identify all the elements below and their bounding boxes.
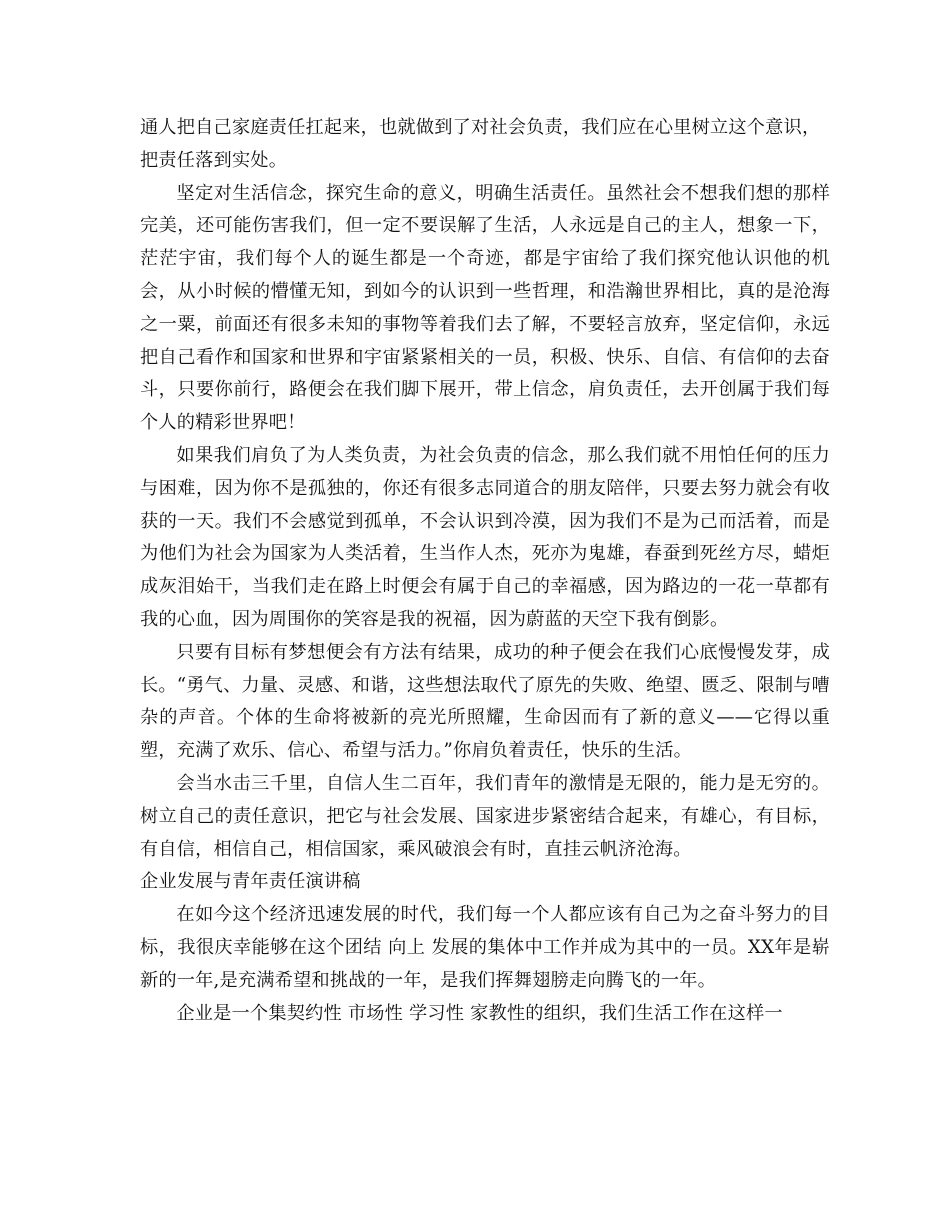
paragraph-goals-dreams: 只要有目标有梦想便会有方法有结果，成功的种子便会在我们心底慢慢发芽，成长。“勇气、力量、灵感、和谐，这些想法取代了原先的失败、绝望、匮乏、限制与嘈杂的声音。个体的生命将被新的亮光所照耀，生命因而有了新的意义——它得以重塑，充满了欢乐、信心、希望与活力。”你肩负着责任，快乐的生活。 xyxy=(140,641,830,762)
paragraph-responsibility-belief: 如果我们肩负了为人类负责，为社会负责的信念，那么我们就不用怕任何的压力与困难，因为你不是孤独的，你还有很多志同道合的朋友陪伴，只要去努力就会有收获的一天。我们不会感觉到孤单，不会认识到冷漠，因为我们不是为己而活着，而是为他们为社会为国家为人类活着，生当作人杰，死亦为鬼雄，春蚕到死丝方尽，蜡炬成灰泪始干，当我们走在路上时便会有属于自己的幸福感，因为路边的一花一草都有我的心血，因为周围你的笑容是我的祝福，因为蔚蓝的天空下我有倒影。 xyxy=(140,444,830,630)
document-body xyxy=(140,112,830,1030)
paragraph-era-goals: 在如今这个经济迅速发展的时代，我们每一个人都应该有自己为之奋斗努力的目标，我很庆幸能够在这个团结 向上 发展的集体中工作并成为其中的一员。XX年是崭新的一年,是充满希望和挑战的一年，是我们挥舞翅膀走向腾飞的一年。 xyxy=(140,904,830,991)
paragraph-continuation: 通人把自己家庭责任扛起来，也就做到了对社会负责，我们应在心里树立这个意识，把责任落到实处。 xyxy=(140,117,821,171)
section-title: 企业发展与青年责任演讲稿 xyxy=(140,871,361,893)
paragraph-enterprise: 企业是一个集契约性 市场性 学习性 家教性的组织，我们生活工作在这样一 xyxy=(176,1002,783,1024)
paragraph-life-belief: 坚定对生活信念，探究生命的意义，明确生活责任。虽然社会不想我们想的那样完美，还可能伤害我们，但一定不要误解了生活，人永远是自己的主人，想象一下，茫茫宇宙，我们每个人的诞生都是一个奇迹，都是宇宙给了我们探究他认识他的机会，从小时候的懵懂无知，到如今的认识到一些哲理，和浩瀚世界相比，真的是沧海之一粟，前面还有很多未知的事物等着我们去了解，不要轻言放弃，坚定信仰，永远把自己看作和国家和世界和宇宙紧紧相关的一员，积极、快乐、自信、有信仰的去奋斗，只要你前行，路便会在我们脚下展开，带上信念，肩负责任，去开创属于我们每个人的精彩世界吧！ xyxy=(140,182,830,434)
paragraph-youth-passion: 会当水击三千里，自信人生二百年，我们青年的激情是无限的，能力是无穷的。树立自己的责任意识，把它与社会发展、国家进步紧密结合起来，有雄心，有目标，有自信，相信自己，相信国家，乘风破浪会有时，直挂云帆济沧海。 xyxy=(140,772,830,860)
